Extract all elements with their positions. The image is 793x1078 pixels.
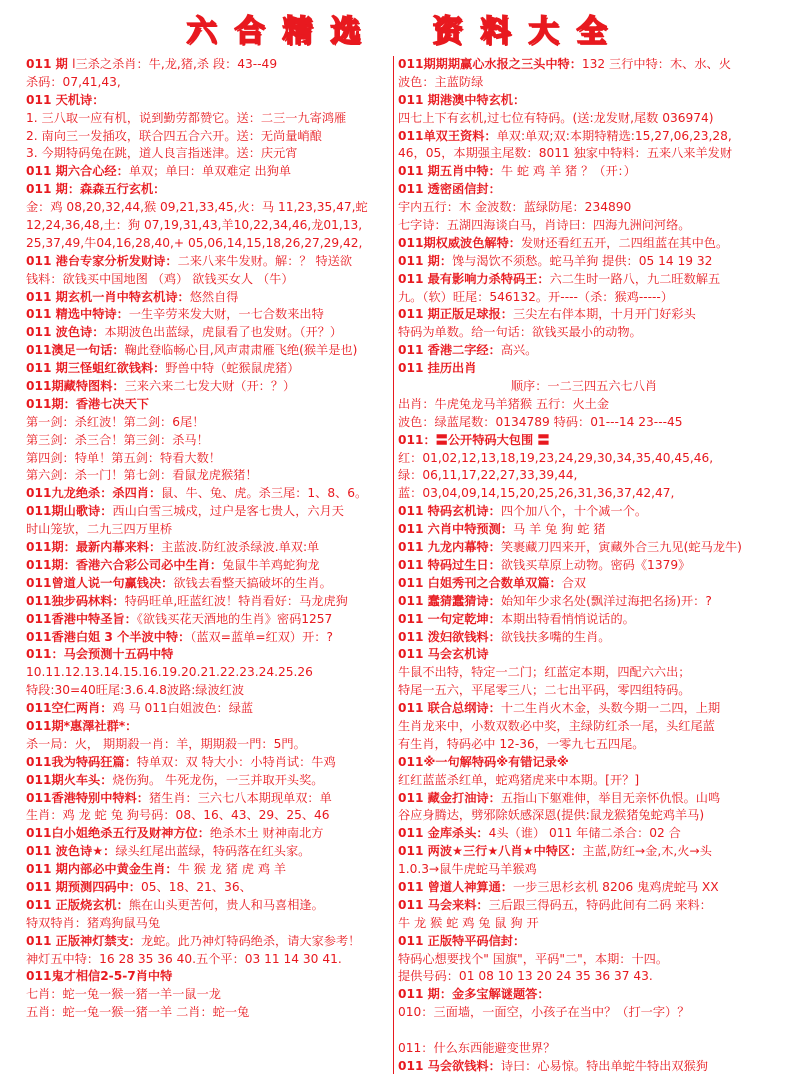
entry-text: 杀一局：火， 期期殺一肖：羊，期期殺一門：5門。 [26,736,306,751]
right-line [398,414,770,432]
entry-text: 第三剑：杀三合！第三剑：杀马！ [26,432,209,447]
entry-heading: 011 特码过生日： [398,557,501,572]
entry-text: 特尾一五六，平尾零三八；二七出平码，零四组特码。 [398,683,691,698]
right-line [398,306,770,324]
title-char: 资 [432,14,463,49]
left-line [26,790,392,808]
entry-heading: 011 期五肖中特： [398,164,501,179]
right-line [398,1004,770,1022]
entry-heading: 011 特码玄机诗： [398,504,501,519]
entry-heading: 011 透密函信封： [398,182,501,197]
left-line [26,986,392,1004]
left-line [26,593,392,611]
entry-text: 牛鼠不出特，特定一二门；红蓝定本期，四配六六出； [398,665,691,680]
right-line [398,557,770,575]
left-line [26,807,392,825]
entry-text: 本期出特看悄悄说话的。 [500,611,635,626]
right-line [398,74,770,92]
right-line [398,664,770,682]
right-line [398,181,770,199]
right-line [398,110,770,128]
entry-text: 出肖：牛虎兔龙马羊猪猴 五行：火土金 [398,396,610,411]
entry-text: 红：01,02,12,13,18,19,23,24,29,30,34,35,40,45,46, [398,450,714,465]
right-line [398,897,770,915]
entry-text: 三来六来二七发大财（开：？） [124,379,296,394]
left-line [26,861,392,879]
entry-text: 12,24,36,48,土：狗 07,19,31,43,羊10,22,34,46,龙01,13, [26,218,363,233]
left-line [26,700,392,718]
entry-text: 杀码：07,41,43, [26,74,121,89]
entry-heading: 011香港中特圣旨： [26,611,137,626]
entry-heading: 011 蠢猜蠢猜诗： [398,593,501,608]
entry-text: 西山白雪三城戍，过户是客七贵人，六月天 [112,504,344,519]
right-line [398,1058,770,1076]
entry-text: 十二生肖火木金，头数今期一二四，上期 [500,701,721,716]
entry-heading: 011 马会玄机诗 [398,647,489,662]
title-char: 大 [528,14,559,49]
left-line [26,432,392,450]
left-line [26,235,392,253]
right-line [398,467,770,485]
entry-text: 九。（软）旺尾：546132。开----（杀：猴鸡-----） [398,289,674,304]
entry-text: 鞠此登临畅心目,风声肃肃雁飞绝(猴羊是也) [124,343,358,358]
entry-heading: 011 白姐秀刊之合数单双篇： [398,575,562,590]
entry-text: 牛 龙 猴 蛇 鸡 兔 鼠 狗 开 [398,915,539,930]
right-line [398,217,770,235]
entry-text: 有生肖，特码必中 12-36，一零九七五四尾。 [398,736,645,751]
left-line [26,289,392,307]
entry-text: 波色：主蓝防绿 [398,74,484,89]
entry-text: 生肖：鸡 龙 蛇 兔 狗号码：08、16、43、29、25、46 [26,808,330,823]
entry-heading: 011期藏特图料： [26,379,125,394]
entry-heading: 011期火车头： [26,772,113,787]
right-line [398,951,770,969]
left-line [26,253,392,271]
entry-text: 主蓝,防红→金,木,火→头 [582,844,712,859]
right-line [398,503,770,521]
entry-heading: 011期权威波色解特： [398,235,521,250]
entry-heading: 011 香港二字经： [398,343,501,358]
entry-heading: 011 一句定乾坤： [398,611,501,626]
entry-text: 第四剑：特单！第五剑：特看大数！ [26,450,221,465]
right-line [398,342,770,360]
left-line [26,539,392,557]
left-line [26,664,392,682]
right-line [398,360,770,378]
entry-heading: 011期：香港七决天下 [26,396,149,411]
entry-text: 特段:30=40旺尾:3.6.4.8波路:绿波红波 [26,683,245,698]
left-line [26,503,392,521]
entry-heading: 011 马会来料： [398,897,489,912]
left-line [26,754,392,772]
entry-heading: 011 马会欲钱料： [398,1058,501,1073]
right-line [398,396,770,414]
entry-text: 010：三面墙，一面空，小孩子在当中？（打一字）？ [398,1005,690,1020]
right-line [398,843,770,861]
entry-heading: 011 期正版足球报： [398,307,513,322]
right-line [398,485,770,503]
entry-heading: 011※一句解特码※有错记录※ [398,754,569,769]
entry-heading: 011：〓公开特码大包围 〓 [398,432,550,447]
left-line [26,450,392,468]
entry-text: 三尖左右伴本期，十月开门好彩头 [513,307,696,322]
entry-heading: 011 期内部必中黄金生肖： [26,862,178,877]
entry-text: 第一剑：杀红波！第二剑：6尾！ [26,414,205,429]
entry-text: 七肖：蛇一兔一猴一猪一羊一鼠一龙 [26,987,221,1002]
right-line [398,682,770,700]
entry-heading: 011 两波★三行★八肖★中特区： [398,844,583,859]
entry-text: 特双特肖：猪鸡狗鼠马兔 [26,915,161,930]
right-line [398,450,770,468]
right-line [398,56,770,74]
entry-text: 时山笼欤，二九三四万里桥 [26,522,173,537]
entry-heading: 011 期预测四码中： [26,879,141,894]
entry-text: 011：什么东西能避变世界？ [398,1040,556,1055]
entry-text: 10.11.12.13.14.15.16.19.20.21.22.23.24.25.26 [26,665,313,680]
title-char: 精 [282,14,313,49]
right-line [398,521,770,539]
left-line [26,92,392,110]
entry-text: 主蓝波.防红波杀绿波.单双:单 [161,540,320,555]
entry-heading: 011独步码林料： [26,593,125,608]
entry-heading: 011：马会预测十五码中特 [26,647,174,662]
entry-heading: 011澳足一句话： [26,343,125,358]
entry-text: 25,37,49,牛04,16,28,40,+ 05,06,14,15,18,26,27,29,42, [26,235,363,250]
left-line [26,825,392,843]
entry-text: 馋与渴饮不须愁。蛇马羊狗 提供：05 14 19 32 [452,253,713,268]
left-line [26,271,392,289]
left-line [26,611,392,629]
right-line [398,915,770,933]
title-char: 全 [576,14,607,49]
left-line [26,557,392,575]
right-line [398,825,770,843]
entry-heading: 011 联合总纲诗： [398,701,501,716]
entry-heading: 011 曾道人神算通： [398,879,513,894]
entry-text: 牛 猴 龙 猪 虎 鸡 羊 [177,862,287,877]
entry-text: 红红蓝蓝杀红单，蛇鸡猪虎来中本期。[开？] [398,772,640,787]
entry-heading: 011 正版烧玄机： [26,897,129,912]
entry-text: 2. 南向三一发插攻，联合四五合六开。送：无尚量峭酿 [26,128,322,143]
left-line [26,128,392,146]
entry-text: 悠然自得 [189,289,239,304]
entry-heading: 011单双王资料： [398,128,497,143]
left-line [26,467,392,485]
entry-text: 46，05，本期强主尾数：8011 独家中特料：五来八来羊发财 [398,146,733,161]
entry-heading: 011 期：森森五行玄机： [26,182,166,197]
entry-text: 特码心想要找个" 国旗"，平码"二"，本期：十四。 [398,951,669,966]
entry-text: 宇内五行：木 金波数：蓝绿防尾：234890 [398,200,632,215]
entry-text: 绿头红尾出蓝绿，特码落在红头家。 [115,844,311,859]
left-line [26,772,392,790]
entry-text: 蓝：03,04,09,14,15,20,25,26,31,36,37,42,47, [398,486,675,501]
entry-text: 熊在山头更苦何，贵人和马喜相逢。 [128,897,324,912]
entry-text: 龙蛇。此乃神灯特码绝杀，请大家参考！ [141,933,361,948]
right-line [398,575,770,593]
right-line [398,163,770,181]
left-line [26,342,392,360]
entry-heading: 011空仁两肖： [26,701,113,716]
entry-text: 诗曰：心易惊。特出单蛇牛特出双猴狗 [500,1058,708,1073]
entry-heading: 011 挂历出肖 [398,361,477,376]
page-title [0,6,793,56]
left-line [26,485,392,503]
entry-text: 发财还看红五开，二四组蓝在其中色。 [520,235,729,250]
right-line [398,790,770,808]
entry-text: 牛 蛇 鸡 羊 猪 ？（开：） [500,164,636,179]
entry-text: 烧伤狗。 牛死龙伤，一三并取开头奖。 [112,772,324,787]
entry-heading: 011 期： [398,253,453,268]
entry-heading: 011 最有影响力杀特码王： [398,271,550,286]
left-line [26,163,392,181]
entry-text: 猪生肖：三六七八本期现单双：单 [148,790,332,805]
left-line [26,181,392,199]
entry-heading: 011 正版特平码信封： [398,933,526,948]
left-line [26,378,392,396]
entry-heading: 011 期六合心经： [26,164,129,179]
left-line [26,933,392,951]
entry-text: 马 羊 兔 狗 蛇 猪 [513,522,606,537]
entry-heading: 011九龙绝杀：杀四肖： [26,486,162,501]
entry-text: 提供号码：01 08 10 13 20 24 35 36 37 43. [398,969,653,984]
right-line [398,879,770,897]
entry-text: 单双；单曰：单双难定 出狗单 [128,164,292,179]
entry-heading: 011 精选中特诗： [26,307,129,322]
right-line [398,128,770,146]
right-line [398,92,770,110]
entry-heading: 011期期期赢心水报之三头中特： [398,57,582,71]
right-line [398,718,770,736]
entry-text: 一步三思杉玄机 8206 鬼鸡虎蛇马 XX [513,879,719,894]
right-line [398,1022,770,1040]
left-line [26,879,392,897]
left-line [26,951,392,969]
right-line [398,933,770,951]
entry-text: 三后跟三得码五，特码此间有二码 来料： [488,897,712,912]
left-line [26,897,392,915]
right-line [398,199,770,217]
left-line [26,110,392,128]
left-line [26,396,392,414]
entry-heading: 011 波色诗： [26,325,105,340]
entry-text: 1. 三八取一应有机，说到勤劳都赞它。送：二三一九寄鸿雁 [26,110,347,125]
entry-text: 欲钱扶多嘴的生肖。 [500,629,611,644]
title-char: 合 [234,14,265,49]
entry-text: 始知年少求名处(飘洋过海把名扬)开：? [500,593,712,608]
entry-text: 第六剑：杀一门！第七剑：看鼠龙虎猴猪！ [26,468,258,483]
entry-heading: 011 金库杀头： [398,826,489,841]
entry-text: （蓝双=蓝单=红双）开：? [190,629,333,644]
entry-text: 七字诗：五湖四海谈白马，肖诗曰：四海九洲问河络。 [398,218,691,233]
left-line [26,575,392,593]
entry-heading: 011 天机诗： [26,92,105,107]
left-line [26,360,392,378]
left-line [26,56,392,74]
entry-heading: 011 正版神灯禁支： [26,933,141,948]
title-char: 六 [186,14,217,49]
entry-heading: 011期山歌诗： [26,504,113,519]
right-line [398,1040,770,1058]
entry-text: 笑裹藏刀四来开，寅藏外合三九见(蛇马龙牛) [500,540,742,555]
left-line [26,915,392,933]
entry-text: 特单双：双 特大小：小特肖试：牛鸡 [136,754,336,769]
right-line [398,324,770,342]
entry-text: 05、18、21、36、 [141,879,252,894]
entry-text: 波色：绿蓝尾数：0134789 特码：01---14 23---45 [398,414,683,429]
entry-text: 4头（谁） 011 年储二杀合：02 合 [488,826,681,841]
entry-text: 五肖：蛇一兔一猴一猪一羊 二肖：蛇一兔 [26,1005,250,1020]
left-line [26,521,392,539]
entry-text: 绿：06,11,17,22,27,33,39,44, [398,468,578,483]
right-line [398,754,770,772]
right-line [398,378,770,396]
entry-heading: 011曾道人说一句赢钱决： [26,575,174,590]
right-line [398,772,770,790]
entry-text: 绝杀木土 财神南北方 [209,826,324,841]
right-line [398,539,770,557]
entry-heading: 011 期港澳中特玄机： [398,92,526,107]
entry-heading: 011期：香港六合彩公司必中生肖： [26,557,223,572]
left-line [26,199,392,217]
left-line [26,324,392,342]
entry-text: 一生辛劳来发大财，一七合数来出特 [128,307,324,322]
entry-text: 《欲钱买花天酒地的生肖》密码1257 [136,611,333,626]
entry-text: 顺序：一二三四五六七八肖 [510,379,658,394]
right-line [398,968,770,986]
entry-heading: 011 藏金打油诗： [398,790,501,805]
column-divider [393,56,394,1074]
entry-heading: 011 期玄机一肖中特玄机诗： [26,289,190,304]
entry-heading: 011鬼才相信2-5-7肖中特 [26,969,173,984]
entry-heading: 011期：最新内幕来料： [26,540,162,555]
right-line [398,235,770,253]
left-line [26,968,392,986]
entry-text: 金：鸡 08,20,32,44,猴 09,21,33,45,火：马 11,23,35,47,蛇 [26,200,368,215]
entry-heading: 011 泼妇欲钱料： [398,629,501,644]
entry-text: 野兽中特（蛇猴鼠虎猪） [165,361,300,376]
entry-text: 特码旺单,旺蓝红波！特肖看好：马龙虎狗 [124,593,348,608]
entry-text: 鼠、牛、兔、虎。杀三尾：1、8、6。 [161,486,368,501]
right-line [398,986,770,1004]
entry-heading: 011 期：金多宝解谜题答： [398,987,550,1002]
right-column [398,56,770,1076]
right-line [398,861,770,879]
left-line [26,736,392,754]
entry-text: 3. 今期特码兔在跳，道人良言指迷津。送：庆元宵 [26,146,298,161]
left-line [26,306,392,324]
entry-text: 132 三行中特：木、水、火 [581,57,731,71]
right-line [398,145,770,163]
entry-heading: 011 六肖中特预测： [398,522,513,537]
right-line [398,289,770,307]
right-line [398,271,770,289]
left-line [26,629,392,647]
left-line [26,646,392,664]
entry-text: 合双 [561,575,587,590]
entry-heading: 011期*惠澤社群*： [26,718,138,733]
left-line [26,217,392,235]
left-line [26,74,392,92]
right-line [398,700,770,718]
entry-text: 五指山下躯难伸，举目无亲怀仇恨。山鸣 [500,790,721,805]
title-char: 选 [330,14,361,49]
entry-heading: 011 波色诗★： [26,844,116,859]
entry-text: 鸡 马 011白姐波色：绿蓝 [112,701,254,716]
right-line [398,253,770,271]
right-line [398,432,770,450]
entry-text: 钱料：欲钱买中国地图 （鸡） 欲钱买女人 （牛） [26,271,294,286]
entry-text: 单双:单双;双:本期特精选:15,27,06,23,28, [496,128,732,143]
entry-text: 生肖龙来中，小数双数必中奖，主绿防红杀一尾，头红尾蓝 [398,718,715,733]
title-char: 料 [480,14,511,49]
entry-text: 二来八来牛发财。解：？ 特送欲 [177,253,353,268]
entry-heading: 011 期 [26,57,73,71]
entry-heading: 011香港特别中特料： [26,790,149,805]
entry-text: 特码为单数。给一句话：欲钱买最小的动物。 [398,325,642,340]
entry-heading: 011我为特码狂篇： [26,754,137,769]
entry-text: 1.0.3→鼠牛虎蛇马羊猴鸡 [398,862,537,877]
entry-text: 欲钱买草原上动物。密码《1379》 [500,557,691,572]
entry-text: 本期波色出蓝绿，虎鼠看了也发财。（开？） [104,325,343,340]
entry-text: 高兴。 [500,343,538,358]
entry-heading: 011 港台专家分析发财诗： [26,253,178,268]
left-line [26,682,392,700]
left-line [26,718,392,736]
entry-text: 神灯五中特：16 28 35 36 40.五个平：03 11 14 30 41. [26,951,342,966]
entry-heading: 011白小姐绝杀五行及财神方位： [26,826,210,841]
entry-text: 四七上下有玄机,过七位有特码。(送:龙发财,尾数 036974) [398,110,714,125]
right-line [398,736,770,754]
left-line [26,414,392,432]
entry-heading: 011香港白姐 3 个半波中特： [26,629,191,644]
entry-text: 六二生时一路八，九二旺数解五 [549,271,721,286]
left-line [26,1004,392,1022]
right-line [398,629,770,647]
right-line [398,646,770,664]
entry-text: 谷应身腾达，劈邪除妖感深恩(提供:鼠龙猴猪兔蛇鸡羊马) [398,808,705,823]
entry-text: 欲钱去看整天搞破坏的生肖。 [173,575,332,590]
entry-text: l三杀之杀肖：牛,龙,猪,杀 段：43--49 [72,57,278,71]
left-line [26,843,392,861]
entry-heading: 011 期三怪蛆红欲钱料： [26,361,166,376]
right-line [398,593,770,611]
left-line [26,145,392,163]
entry-text: 四个加八个，十个减一个。 [500,504,648,519]
left-column [26,56,392,1022]
right-line [398,807,770,825]
entry-heading: 011 九龙内幕特： [398,540,501,555]
right-line [398,611,770,629]
entry-text: 兔鼠牛羊鸡蛇狗龙 [222,557,320,572]
